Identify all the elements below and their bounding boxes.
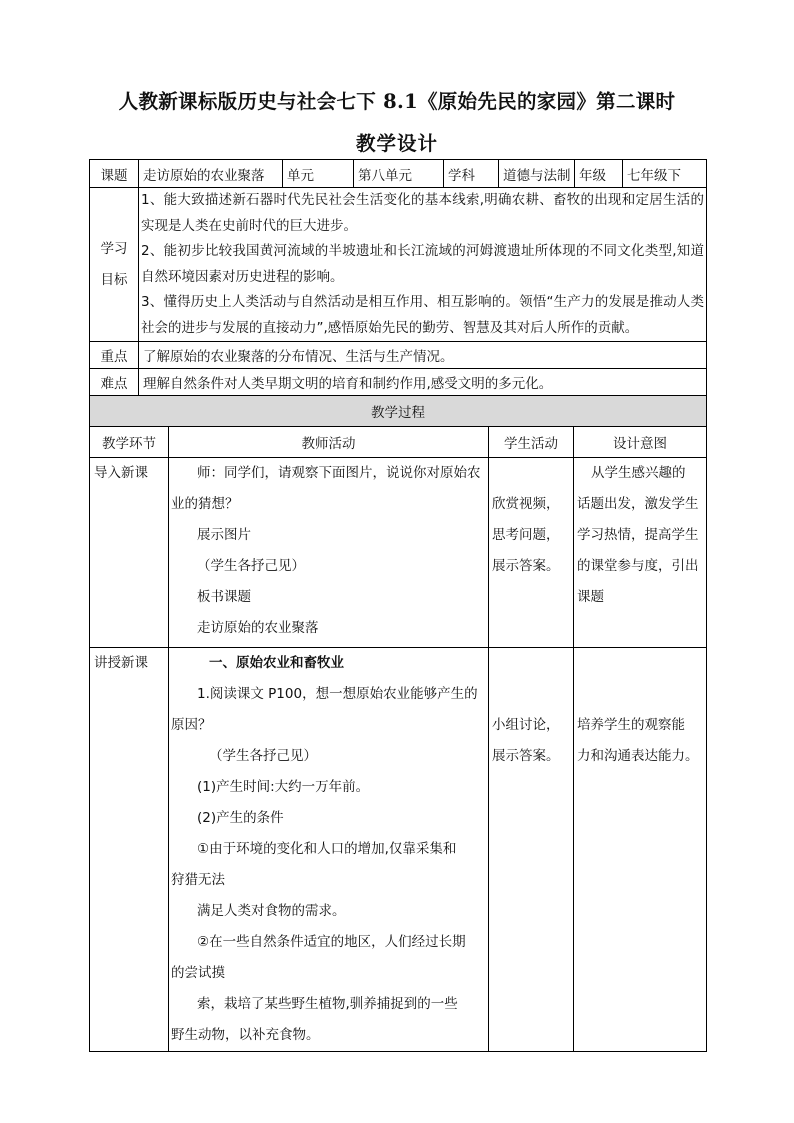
stage-label: 导入新课 <box>94 465 148 481</box>
info-row-key <box>90 342 707 369</box>
student-line: 展示答案。 <box>492 748 560 764</box>
document-title: 人教新课标版历史与社会七下 8.1《原始先民的家园》第二课时 <box>118 90 676 113</box>
teacher-line: ①由于环境的变化和人口的增加,仅靠采集和 <box>197 841 457 857</box>
stage-label: 讲授新课 <box>94 655 148 671</box>
teacher-line: 野生动物，以补充食物。 <box>171 1027 320 1043</box>
teacher-line: （学生各抒己见） <box>209 748 317 764</box>
intent-line: 话题出发，激发学生 <box>577 496 699 512</box>
process-row-intro <box>90 458 707 648</box>
document-subtitle: 教学设计 <box>355 132 438 155</box>
teacher-line: ②在一些自然条件适宜的地区，人们经过长期 <box>197 934 466 950</box>
difficulty-label: 难点 <box>90 369 139 396</box>
teacher-line: 业的猜想？ <box>171 496 239 512</box>
teacher-line: 狩猎无法 <box>171 872 225 888</box>
student-line: 思考问题， <box>492 527 560 543</box>
key-label: 重点 <box>90 342 139 369</box>
unit-label: 单元 <box>283 160 354 188</box>
topic-value: 走访原始的农业聚落 <box>139 160 283 188</box>
teacher-line: 板书课题 <box>197 589 251 605</box>
intent-cell <box>574 648 707 1052</box>
objectives-content <box>139 188 707 342</box>
header-student: 学生活动 <box>489 427 574 458</box>
intent-line: 从学生感兴趣的 <box>591 465 686 481</box>
teacher-line: 展示图片 <box>197 527 251 543</box>
grade-label: 年级 <box>575 160 623 188</box>
process-header-row <box>90 427 707 458</box>
info-row-difficulty <box>90 369 707 396</box>
student-line: 展示答案。 <box>492 558 560 574</box>
teacher-line: (2)产生的条件 <box>197 810 284 826</box>
teacher-line: 师：同学们，请观察下面图片，说说你对原始农 <box>197 465 481 481</box>
intent-line: 培养学生的观察能 <box>577 717 685 733</box>
teaching-process-table <box>89 395 707 1052</box>
difficulty-value: 理解自然条件对人类早期文明的培育和制约作用,感受文明的多元化。 <box>139 369 707 396</box>
info-row-objectives <box>90 188 707 342</box>
subject-value: 道德与法制 <box>499 160 575 188</box>
intent-line: 的课堂参与度，引出 <box>577 558 699 574</box>
header-intent: 设计意图 <box>574 427 707 458</box>
intent-line: 力和沟通表达能力。 <box>577 748 699 764</box>
header-stage: 教学环节 <box>90 427 169 458</box>
objective-item: 3、懂得历史上人类活动与自然活动是相互作用、相互影响的。领悟“生产力的发展是推动人类社会的进步与发展的直接动力”,感悟原始先民的勤劳、智慧及其对后人所作的贡献。 <box>141 294 704 336</box>
topic-label: 课题 <box>90 160 139 188</box>
process-band <box>90 396 707 427</box>
intent-cell <box>574 458 707 648</box>
teacher-line: 的尝试摸 <box>171 965 225 981</box>
section-heading: 一、原始农业和畜牧业 <box>209 655 344 671</box>
objective-item: 1、能大致描述新石器时代先民社会生活变化的基本线索,明确农耕、畜牧的出现和定居生活的实现是人类在史前时代的巨大进步。 <box>141 192 704 234</box>
teacher-line: 1.阅读课文 P100，想一想原始农业能够产生的 <box>197 686 478 702</box>
student-activity-cell <box>489 458 574 648</box>
unit-value: 第八单元 <box>354 160 444 188</box>
teacher-line: （学生各抒己见） <box>197 558 305 574</box>
process-band-title: 教学过程 <box>90 396 707 427</box>
teacher-line: 原因？ <box>171 717 212 733</box>
student-activity-cell <box>489 648 574 1052</box>
teacher-line: 走访原始的农业聚落 <box>197 620 319 636</box>
stage-cell <box>90 458 169 648</box>
teacher-line: 索，栽培了某些野生植物,驯养捕捉到的一些 <box>197 996 458 1012</box>
objectives-label: 学习 目标 <box>90 188 139 342</box>
lesson-info-table <box>89 159 707 396</box>
objective-item: 2、能初步比较我国黄河流域的半坡遗址和长江流域的河姆渡遗址所体现的不同文化类型,知道自然环境因素对历史进程的影响。 <box>141 243 704 285</box>
student-line: 小组讨论， <box>492 717 560 733</box>
student-line: 欣赏视频， <box>492 496 560 512</box>
teacher-line: 满足人类对食物的需求。 <box>197 903 346 919</box>
process-row-lecture <box>90 648 707 1052</box>
grade-value: 七年级下 <box>623 160 707 188</box>
info-row-topic <box>90 160 707 188</box>
teacher-line: (1)产生时间:大约一万年前。 <box>197 779 370 795</box>
key-value: 了解原始的农业聚落的分布情况、生活与生产情况。 <box>139 342 707 369</box>
intent-line: 学习热情，提高学生 <box>577 527 699 543</box>
teacher-activity-cell <box>169 648 489 1052</box>
header-teacher: 教师活动 <box>169 427 489 458</box>
stage-cell <box>90 648 169 1052</box>
subject-label: 学科 <box>444 160 499 188</box>
intent-line: 课题 <box>577 589 604 605</box>
teacher-activity-cell <box>169 458 489 648</box>
